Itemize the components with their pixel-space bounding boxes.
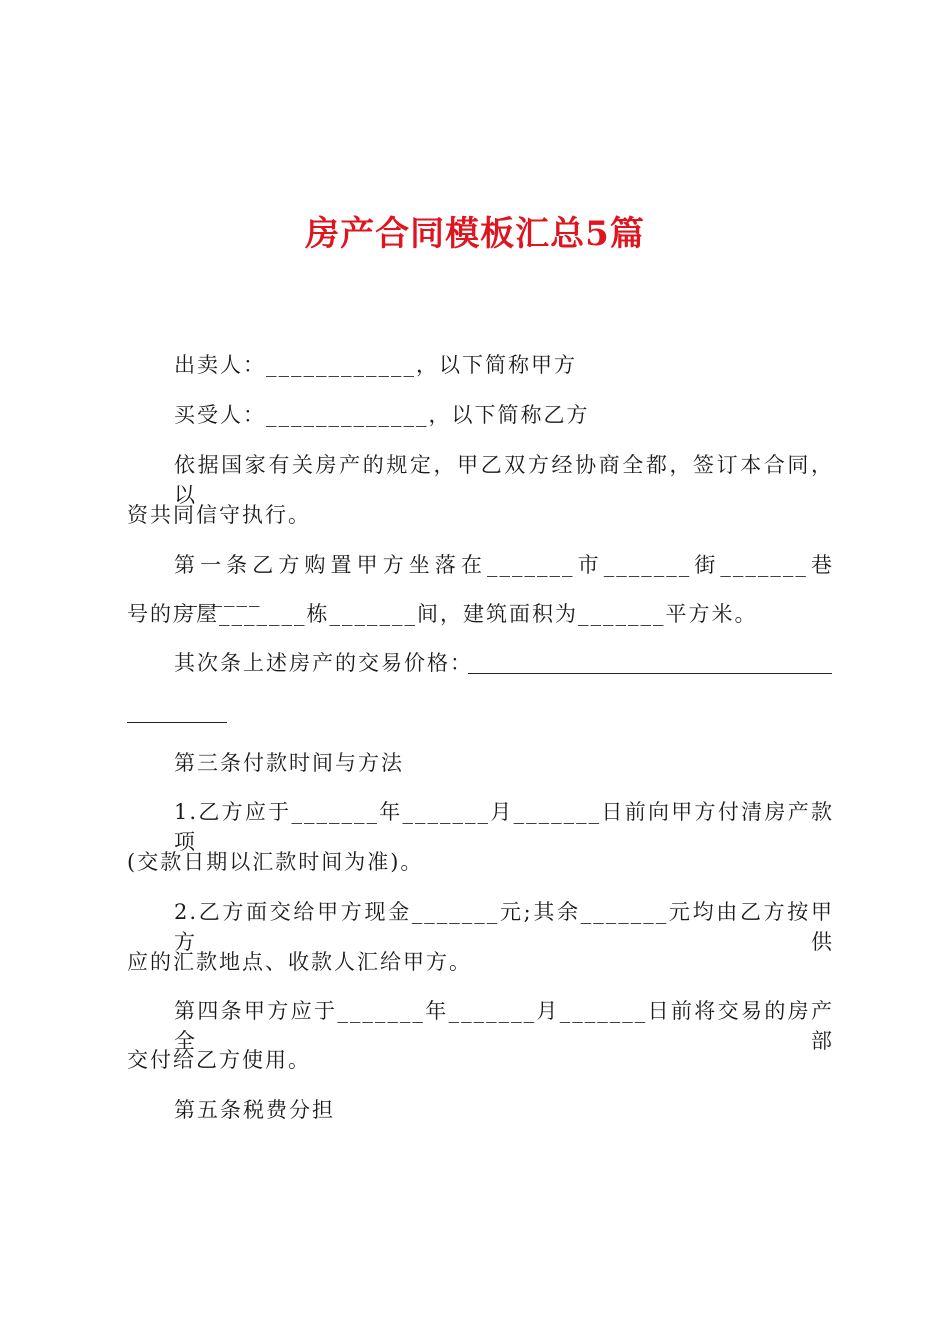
article-5-heading: 第五条税费分担: [174, 1098, 335, 1122]
article-1-line-2: 号的房屋_______栋_______间，建筑面积为_______平方米。: [127, 602, 758, 626]
article-3-heading: 第三条付款时间与方法: [174, 751, 404, 775]
article-3-item-2-line-1: 2.乙方面交给甲方现金_______元;其余_______元均由乙方按甲方供: [174, 900, 834, 954]
price-blank-continuation: [127, 722, 227, 723]
article-1-line-1: 第一条乙方购置甲方坐落在_______市_______街_______巷_______: [174, 553, 834, 607]
preamble-line-1: 依据国家有关房产的规定，甲乙双方经协商全都，签订本合同，以: [174, 453, 834, 507]
article-3-item-2-line-2: 应的汇款地点、收款人汇给甲方。: [127, 950, 472, 974]
article-4-line-1: 第四条甲方应于_______年_______月_______日前将交易的房产全部: [174, 999, 834, 1053]
article-2-line: 其次条上述房产的交易价格：: [174, 651, 473, 675]
seller-line: 出卖人：____________，以下简称甲方: [174, 353, 577, 377]
article-3-item-1-line-1: 1.乙方应于_______年_______月_______日前向甲方付清房产款项: [174, 800, 834, 854]
article-3-item-1-line-2: (交款日期以汇款时间为准)。: [127, 850, 424, 874]
preamble-line-2: 资共同信守执行。: [127, 503, 311, 527]
price-blank-line: [468, 673, 832, 674]
document-title: 房产合同模板汇总5篇: [305, 214, 645, 254]
buyer-line: 买受人：_____________，以下简称乙方: [174, 403, 590, 427]
article-4-line-2: 交付给乙方使用。: [127, 1048, 311, 1072]
